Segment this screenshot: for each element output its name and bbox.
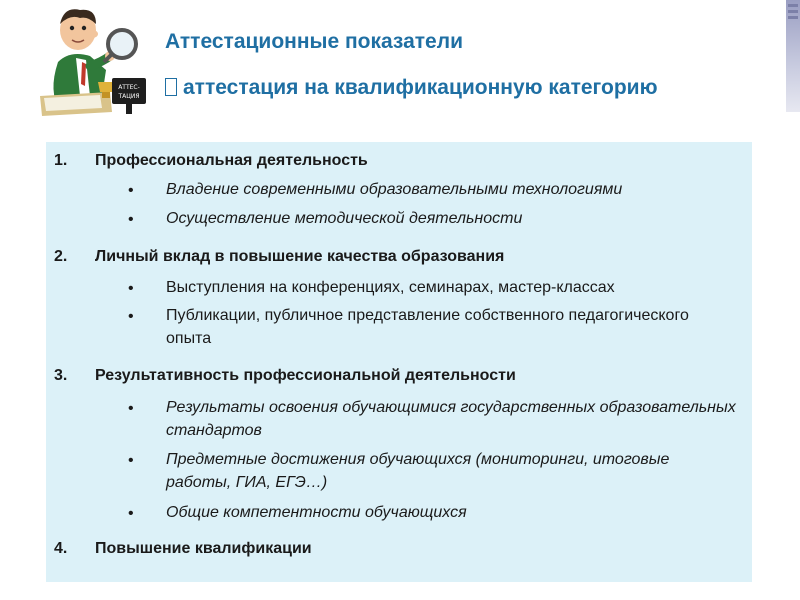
svg-text:ТАЦИЯ: ТАЦИЯ xyxy=(118,93,140,100)
section-number: 2. xyxy=(54,248,68,265)
slide-subtitle-text: аттестация на квалификационную категорию xyxy=(183,76,658,99)
checkbox-icon xyxy=(165,78,177,96)
bullet-icon: • xyxy=(128,280,134,297)
section-title: Профессиональная деятельность xyxy=(95,152,368,169)
bullet-icon: • xyxy=(128,308,134,325)
list-item: Владение современными образовательными технологиями xyxy=(166,181,623,198)
slide-subtitle xyxy=(165,76,658,100)
bullet-icon: • xyxy=(128,452,134,469)
bullet-icon: • xyxy=(128,505,134,522)
section-number: 3. xyxy=(54,367,68,384)
svg-text:АТТЕС-: АТТЕС- xyxy=(118,84,140,91)
section-number: 1. xyxy=(54,152,68,169)
bullet-icon: • xyxy=(128,182,134,199)
list-item: Результаты освоения обучающимися государственных образовательных стандартов xyxy=(166,399,736,439)
decorative-stripe xyxy=(788,4,798,7)
section-title: Личный вклад в повышение качества образования xyxy=(95,248,505,265)
decorative-stripe xyxy=(788,16,798,19)
inspector-with-magnifier-clipart xyxy=(40,0,160,118)
list-item: Выступления на конференциях, семинарах, мастер-классах xyxy=(166,279,615,296)
slide-title: Аттестационные показатели xyxy=(165,30,463,53)
section-number: 4. xyxy=(54,540,68,557)
list-item: Общие компетентности обучающихся xyxy=(166,504,467,521)
bullet-icon: • xyxy=(128,211,134,228)
list-item: Публикации, публичное представление собственного педагогического опыта xyxy=(166,307,689,347)
list-item: Осуществление методической деятельности xyxy=(166,210,523,227)
section-title: Результативность профессиональной деятельности xyxy=(95,367,516,384)
section-title: Повышение квалификации xyxy=(95,540,312,557)
decorative-stripe xyxy=(788,10,798,13)
content-panel xyxy=(46,142,752,582)
list-item: Предметные достижения обучающихся (мониторинги, итоговые работы, ГИА, ЕГЭ…) xyxy=(166,451,670,491)
bullet-icon: • xyxy=(128,400,134,417)
